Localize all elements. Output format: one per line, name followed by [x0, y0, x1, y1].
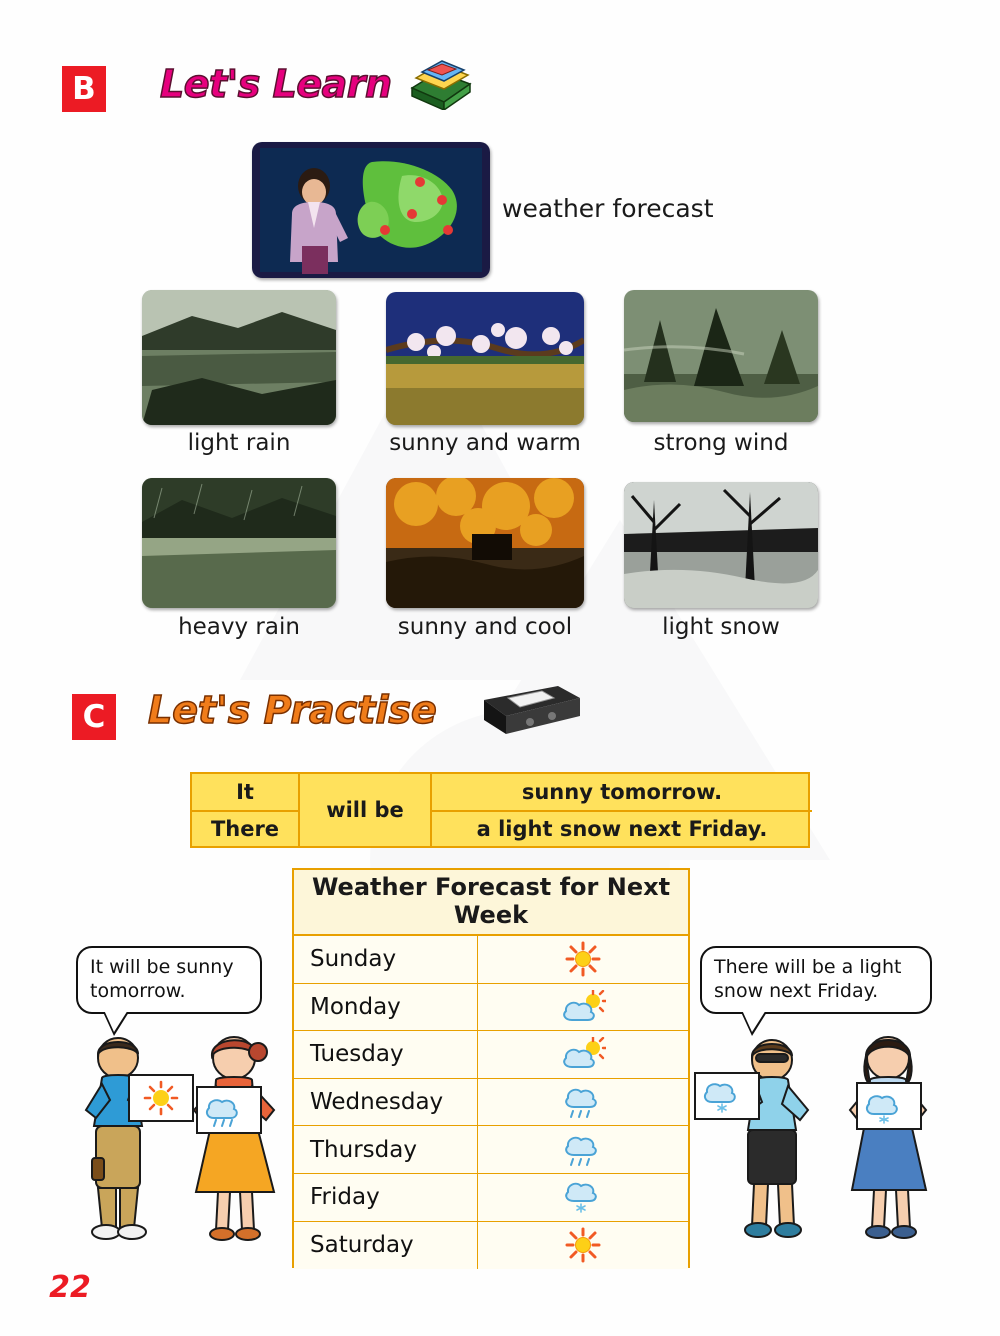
girl-with-cloud-card-2: [836, 1026, 946, 1244]
table-row: [294, 1222, 688, 1270]
weather-forecast-table-title: Weather Forecast for Next Week: [294, 870, 688, 936]
section-b-title: Let's Learn: [160, 62, 392, 106]
boy-with-snow-card: [716, 1030, 826, 1244]
snow-cloud-icon: [478, 1174, 688, 1221]
photo-light-snow: [624, 482, 818, 608]
pattern-complement-2: a light snow next Friday.: [432, 810, 812, 846]
pattern-verb: will be: [326, 798, 404, 822]
table-row: [294, 1079, 688, 1127]
tape-recorder-icon: [478, 682, 582, 738]
sun-icon: [478, 936, 688, 983]
label-sunny-and-warm: sunny and warm: [389, 430, 581, 456]
pattern-subject-1: It: [236, 780, 254, 804]
table-row: [294, 936, 688, 984]
table-row: [294, 984, 688, 1032]
pattern-verb-column: [300, 774, 432, 846]
sentence-pattern-table: [190, 772, 810, 848]
page-number: 22: [49, 1269, 91, 1305]
section-c-title: Let's Practise: [148, 688, 437, 732]
pattern-subject-column: [192, 774, 300, 846]
label-heavy-rain: heavy rain: [178, 614, 300, 640]
sun-behind-cloud-icon: [478, 1031, 688, 1078]
table-row: [294, 1174, 688, 1222]
photo-light-rain: [142, 290, 336, 425]
day-label: Sunday: [294, 936, 478, 983]
pattern-complement-column: [432, 774, 812, 846]
section-c-badge: C: [72, 694, 116, 740]
day-label: Saturday: [294, 1222, 478, 1270]
cloud-card-right: [856, 1082, 922, 1130]
speech-bubble-left: It will be sunny tomorrow.: [76, 946, 262, 1014]
day-label: Thursday: [294, 1126, 478, 1173]
photo-sunny-and-warm: [386, 292, 584, 425]
snow-card-right: [694, 1072, 760, 1120]
label-sunny-and-cool: sunny and cool: [397, 614, 573, 640]
girl-with-cloud-card: [182, 1026, 292, 1242]
day-label: Tuesday: [294, 1031, 478, 1078]
cloud-card-left: [196, 1086, 262, 1134]
boy-with-sun-card: [72, 1030, 182, 1240]
rain-cloud-icon: [478, 1126, 688, 1173]
sun-icon: [478, 1222, 688, 1270]
photo-heavy-rain: [142, 478, 336, 608]
label-light-rain: light rain: [187, 430, 291, 456]
photo-strong-wind: [624, 290, 818, 422]
pattern-subject-2: There: [192, 810, 298, 846]
weather-forecast-table: [292, 868, 690, 1268]
label-strong-wind: strong wind: [653, 430, 789, 456]
weather-forecast-caption: weather forecast: [502, 194, 714, 223]
day-label: Friday: [294, 1174, 478, 1221]
speech-bubble-right: There will be a light snow next Friday.: [700, 946, 932, 1014]
photo-sunny-and-cool: [386, 478, 584, 608]
table-row: [294, 1126, 688, 1174]
section-b-badge: B: [62, 66, 106, 112]
day-label: Wednesday: [294, 1079, 478, 1126]
day-label: Monday: [294, 984, 478, 1031]
books-icon: [408, 58, 474, 110]
pattern-complement-1: sunny tomorrow.: [521, 780, 723, 804]
photo-weather-forecast: [252, 142, 490, 278]
rain-cloud-icon: [478, 1079, 688, 1126]
label-light-snow: light snow: [662, 614, 780, 640]
sun-behind-cloud-icon: [478, 984, 688, 1031]
table-row: [294, 1031, 688, 1079]
